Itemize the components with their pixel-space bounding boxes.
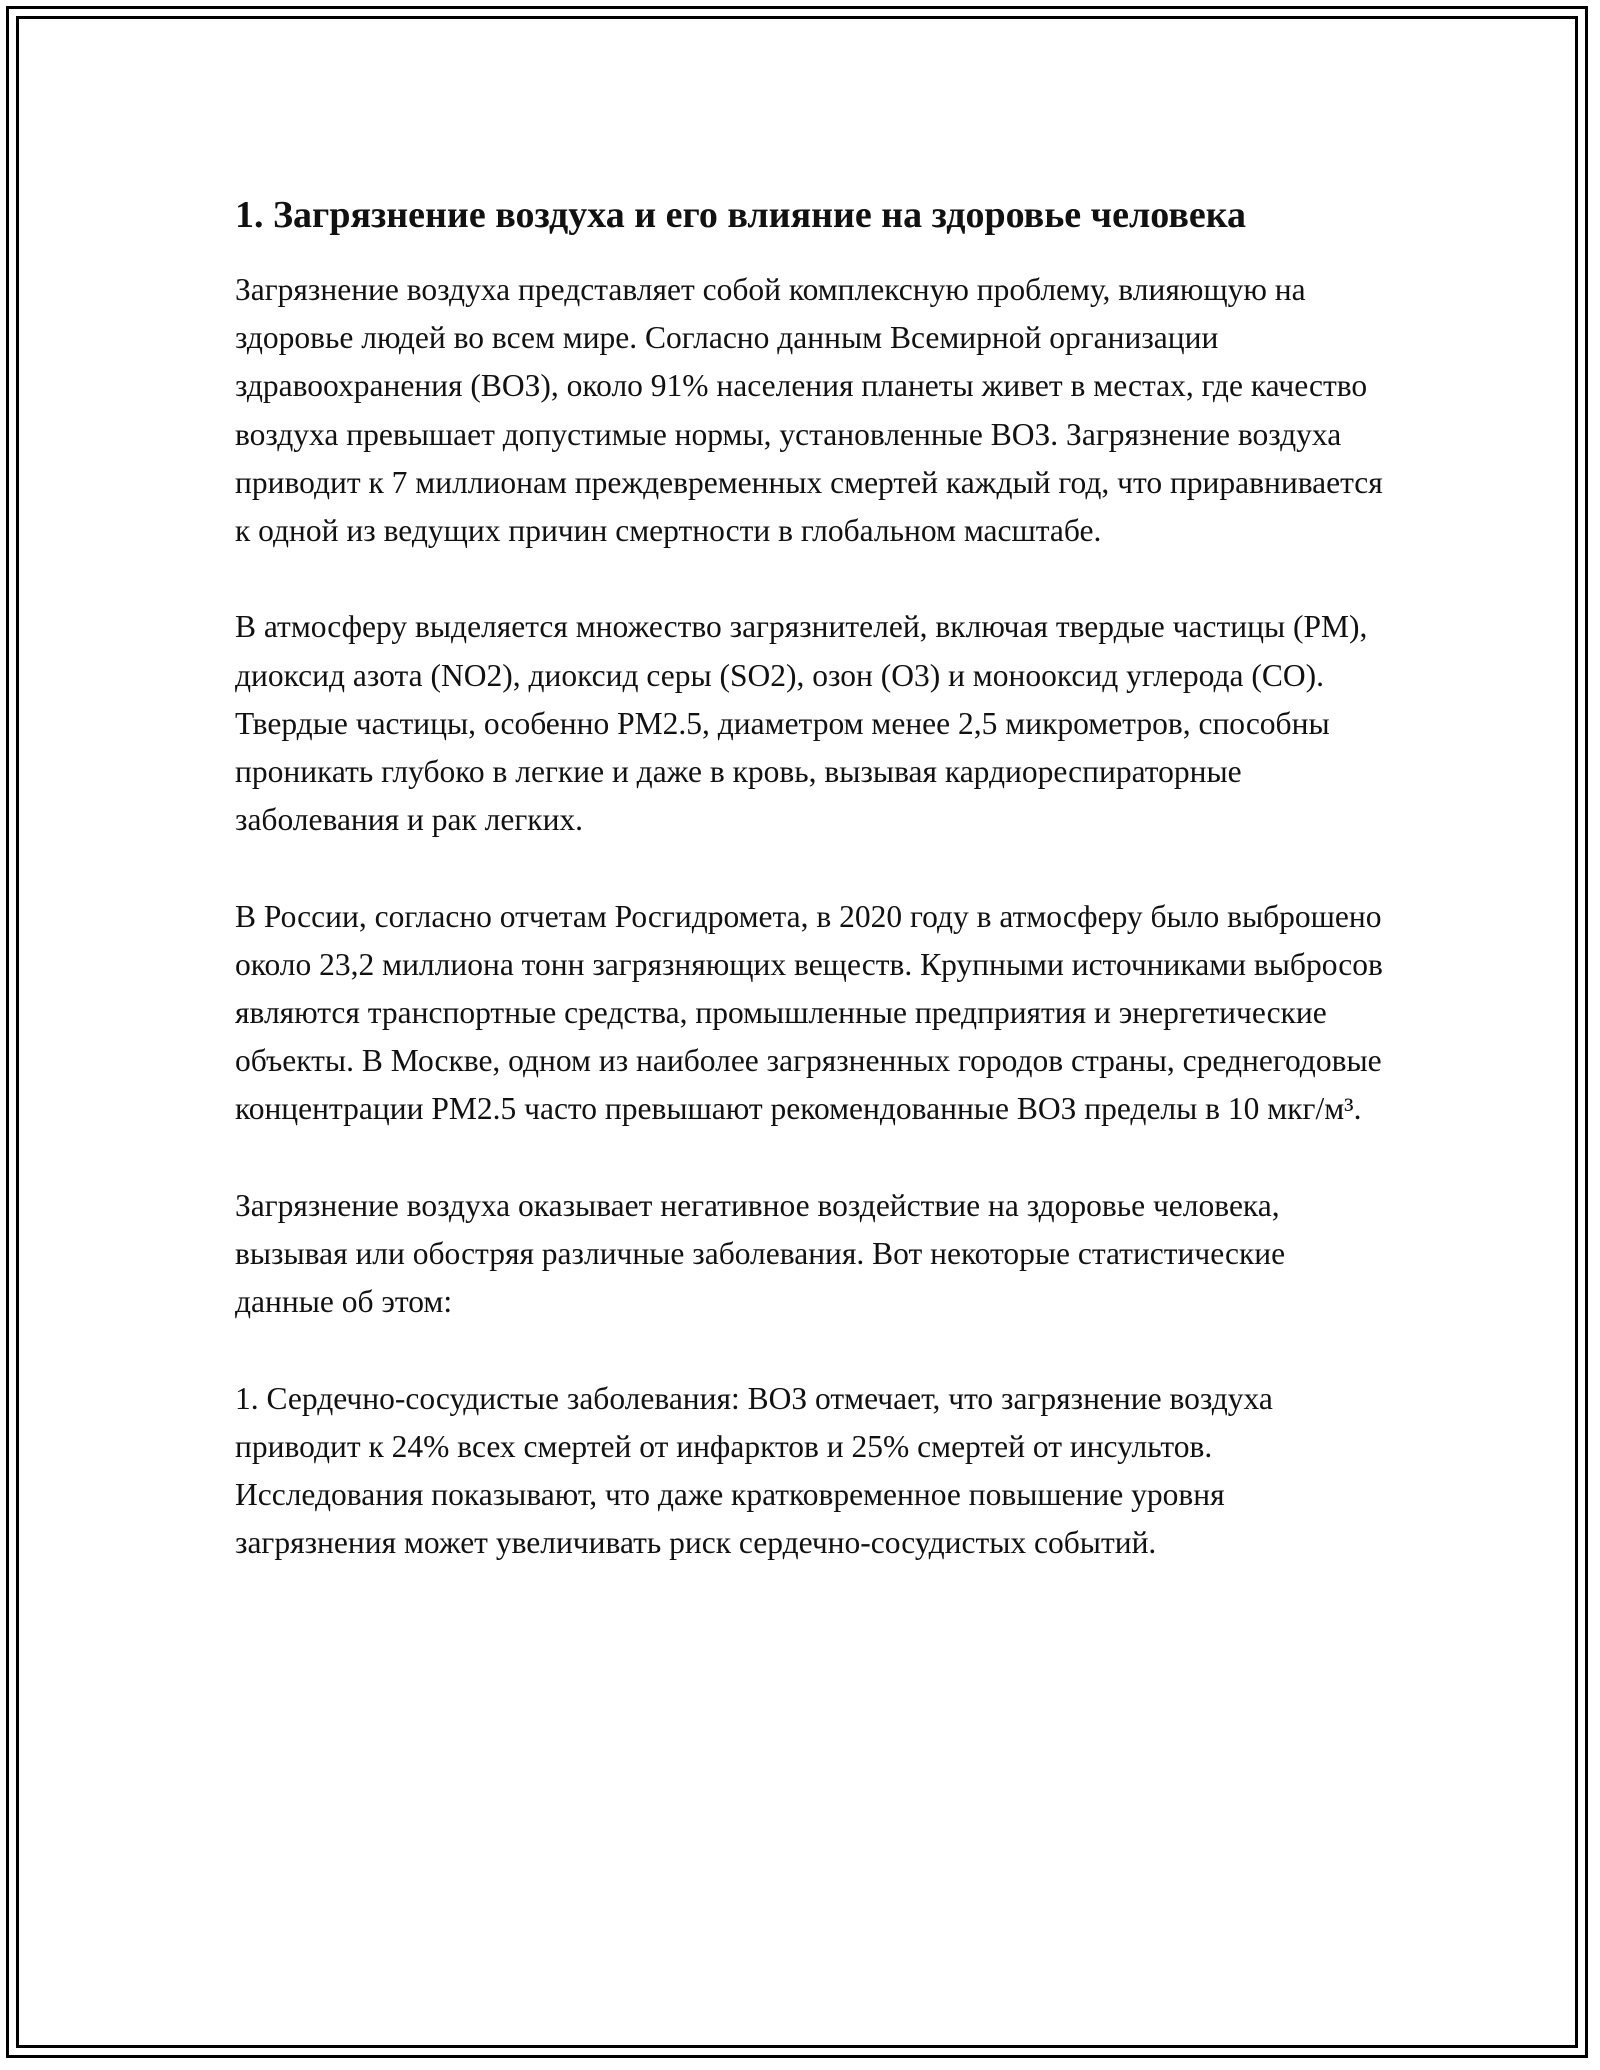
- paragraph-pollutants: В атмосферу выделяется множество загрязнителей, включая твердые частицы (PM), диоксид азота (NO2), диоксид серы (SO2), озон (O3) и монооксид углерода (CO). Твердые частицы, особенно PM2.5, диаметром менее 2,5 микрометров, способны проникать глубоко в легкие и даже в кровь, вызывая кардиореспираторные заболевания и рак легких.: [235, 609, 1368, 838]
- paragraph-intro: Загрязнение воздуха представляет собой комплексную проблему, влияющую на здоровье людей во всем мире. Согласно данным Всемирной организации здравоохранения (ВОЗ), около 91% населения планеты живет в местах, где качество воздуха превышает допустимые нормы, установленные ВОЗ. Загрязнение воздуха приводит к 7 миллионам преждевременных смертей каждый год, что приравнивается к одной из ведущих причин смертности в глобальном масштабе.: [235, 272, 1383, 549]
- paragraph-health-impact: Загрязнение воздуха оказывает негативное воздействие на здоровье человека, вызывая или обостряя различные заболевания. Вот некоторые статистические данные об этом:: [235, 1187, 1286, 1320]
- paragraph-cardiovascular: 1. Сердечно-сосудистые заболевания: ВОЗ отмечает, что загрязнение воздуха приводит к 24% всех смертей от инфарктов и 25% смертей от инсультов. Исследования показывают, что даже кратковременное повышение уровня загрязнения может увеличивать риск сердечно-сосудистых событий.: [235, 1380, 1273, 1561]
- section-heading: 1. Загрязнение воздуха и его влияние на здоровье человека: [235, 194, 1247, 236]
- paragraph-russia: В России, согласно отчетам Росгидромета, в 2020 году в атмосферу было выброшено около 23,2 миллиона тонн загрязняющих веществ. Крупными источниками выбросов являются транспортные средства, промышленные предприятия и энергетические объекты. В Москве, одном из наиболее загрязненных городов страны, среднегодовые концентрации PM2.5 часто превышают рекомендованные ВОЗ пределы в 10 мкг/м³.: [235, 898, 1383, 1127]
- document-body: [235, 180, 1385, 1567]
